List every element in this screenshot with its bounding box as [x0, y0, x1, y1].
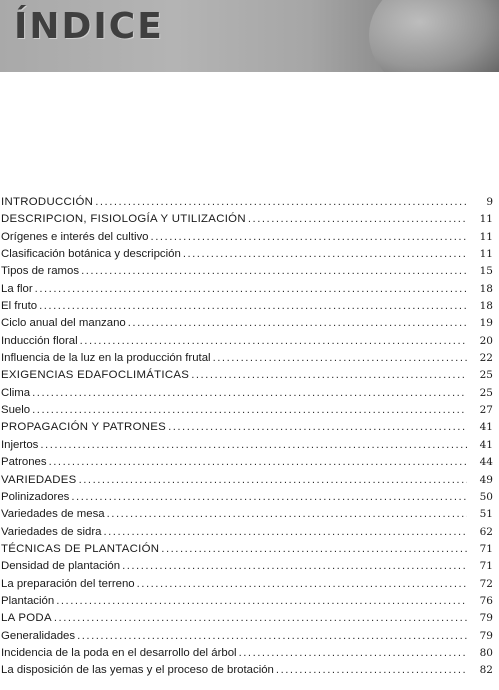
toc-entry-title: LA PODA [1, 612, 52, 625]
toc-entry-page-number: 11 [479, 248, 493, 261]
toc-dot-leader [248, 211, 467, 228]
toc-dot-leader [49, 454, 467, 471]
toc-entry-title: Incidencia de la poda en el desarrollo del árbol [1, 646, 237, 659]
toc-dot-leader [276, 662, 467, 679]
toc-entry-page-number: 44 [479, 456, 493, 469]
toc-dot-leader [137, 576, 467, 593]
toc-entry-title: TÉCNICAS DE PLANTACIÓN [1, 542, 160, 555]
toc-entry [1, 593, 493, 610]
toc-entry [1, 576, 493, 593]
toc-dot-leader [95, 194, 467, 211]
toc-dot-leader [183, 246, 467, 263]
toc-entry-page-number: 25 [479, 386, 493, 399]
toc-dot-leader [103, 524, 467, 541]
toc-entry-page-number: 71 [479, 542, 493, 555]
toc-entry-title: PROPAGACIÓN Y PATRONES [1, 421, 167, 434]
toc-entry-page-number: 9 [486, 196, 493, 208]
toc-dot-leader [32, 402, 467, 419]
toc-entry [1, 385, 493, 402]
toc-dot-leader [80, 333, 467, 350]
toc-dot-leader [54, 610, 467, 627]
toc-entry [1, 437, 493, 454]
toc-section-entry [1, 194, 493, 211]
toc-dot-leader [151, 229, 467, 246]
toc-entry [1, 645, 493, 662]
toc-entry-title: Plantación [1, 594, 55, 607]
toc-entry [1, 662, 493, 679]
toc-section-entry [1, 211, 493, 228]
toc-entry-page-number: 27 [479, 404, 493, 417]
toc-dot-leader [71, 489, 467, 506]
toc-entry [1, 333, 493, 350]
toc-dot-leader [79, 472, 467, 489]
toc-dot-leader [239, 645, 467, 662]
toc-dot-leader [122, 558, 467, 575]
toc-entry [1, 454, 493, 471]
toc-entry [1, 315, 493, 332]
toc-entry-title: Injertos [1, 438, 39, 451]
toc-entry [1, 402, 493, 419]
toc-entry-title: INTRODUCCIÓN [1, 196, 94, 208]
toc-entry [1, 628, 493, 645]
toc-entry-title: DESCRIPCION, FISIOLOGÍA Y UTILIZACIÓN [1, 213, 246, 226]
toc-entry [1, 489, 493, 506]
toc-entry-title: Inducción floral [1, 334, 78, 347]
toc-entry-title: Polinizadores [1, 490, 70, 503]
toc-entry-page-number: 11 [479, 230, 493, 243]
toc-entry-page-number: 72 [479, 577, 493, 590]
header-decorative-shape [369, 0, 499, 72]
toc-entry-title: La preparación del terreno [1, 577, 135, 590]
toc-entry-page-number: 41 [479, 421, 493, 434]
toc-dot-leader [40, 437, 467, 454]
toc-entry-title: Orígenes e interés del cultivo [1, 230, 149, 243]
page-title: ÍNDICE [14, 6, 164, 47]
toc-entry [1, 524, 493, 541]
toc-entry-page-number: 20 [479, 334, 493, 347]
toc-entry-title: Ciclo anual del manzano [1, 317, 126, 330]
toc-entry-title: Tipos de ramos [1, 265, 80, 278]
toc-dot-leader [32, 385, 467, 402]
toc-dot-leader [168, 419, 467, 436]
toc-entry [1, 281, 493, 298]
toc-section-entry [1, 419, 493, 436]
toc-entry [1, 558, 493, 575]
toc-entry-title: Variedades de sidra [1, 525, 102, 538]
table-of-contents [1, 194, 493, 680]
toc-entry-title: Influencia de la luz en la producción frutal [1, 352, 211, 365]
toc-entry-page-number: 50 [479, 490, 493, 503]
toc-section-entry [1, 367, 493, 384]
toc-entry-page-number: 25 [479, 369, 493, 382]
toc-entry [1, 506, 493, 523]
toc-entry-page-number: 82 [479, 664, 493, 677]
toc-entry-page-number: 71 [479, 560, 493, 573]
toc-dot-leader [81, 263, 467, 280]
toc-entry-page-number: 79 [479, 612, 493, 625]
toc-entry-page-number: 80 [479, 646, 493, 659]
toc-entry-page-number: 49 [479, 473, 493, 486]
toc-dot-leader [39, 298, 467, 315]
toc-entry-title: EXIGENCIAS EDAFOCLIMÁTICAS [1, 369, 190, 382]
toc-entry [1, 229, 493, 246]
toc-entry-title: Densidad de plantación [1, 560, 121, 573]
toc-entry-page-number: 19 [479, 317, 493, 330]
toc-section-entry [1, 610, 493, 627]
toc-dot-leader [35, 281, 467, 298]
toc-entry-page-number: 79 [479, 629, 493, 642]
toc-dot-leader [191, 367, 467, 384]
toc-entry-title: Suelo [1, 404, 31, 417]
toc-dot-leader [107, 506, 467, 523]
toc-entry-title: Clima [1, 386, 31, 399]
toc-entry-page-number: 11 [479, 213, 493, 226]
toc-entry-page-number: 76 [479, 594, 493, 607]
toc-entry-page-number: 41 [479, 438, 493, 451]
toc-entry-title: La disposición de las yemas y el proceso de brotación [1, 664, 274, 677]
toc-entry-page-number: 62 [479, 525, 493, 538]
toc-dot-leader [213, 350, 467, 367]
toc-entry-page-number: 18 [479, 300, 493, 313]
toc-entry-title: Clasificación botánica y descripción [1, 248, 181, 261]
toc-entry-page-number: 18 [479, 282, 493, 295]
toc-entry-title: Patrones [1, 456, 47, 469]
toc-entry-title: Generalidades [1, 629, 76, 642]
toc-entry-title: VARIEDADES [1, 473, 77, 486]
toc-entry-page-number: 51 [479, 508, 493, 521]
toc-entry [1, 298, 493, 315]
toc-dot-leader [56, 593, 467, 610]
toc-entry [1, 350, 493, 367]
header-banner [0, 0, 499, 72]
toc-dot-leader [128, 315, 467, 332]
toc-section-entry [1, 472, 493, 489]
toc-entry-title: La flor [1, 282, 33, 295]
toc-dot-leader [161, 541, 467, 558]
toc-entry [1, 263, 493, 280]
toc-entry [1, 246, 493, 263]
toc-dot-leader [77, 628, 467, 645]
toc-entry-page-number: 15 [479, 265, 493, 278]
toc-section-entry [1, 541, 493, 558]
toc-entry-title: Variedades de mesa [1, 508, 105, 521]
toc-entry-page-number: 22 [479, 352, 493, 365]
toc-entry-title: El fruto [1, 300, 38, 313]
